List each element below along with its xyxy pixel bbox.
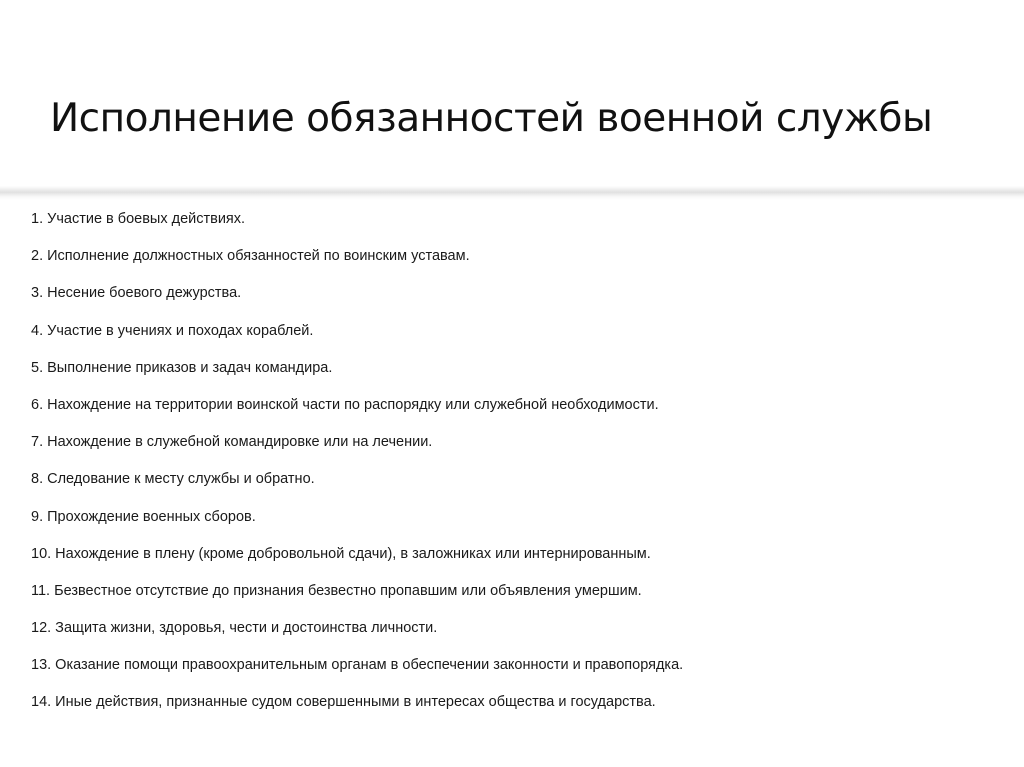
- list-item: 9. Прохождение военных сборов.: [31, 508, 256, 525]
- list-item: 4. Участие в учениях и походах кораблей.: [31, 322, 314, 339]
- list-item: 14. Иные действия, признанные судом совершенными в интересах общества и государства.: [31, 694, 656, 711]
- list-item: 2. Исполнение должностных обязанностей по воинским уставам.: [31, 248, 470, 265]
- list-item: 10. Нахождение в плену (кроме добровольной сдачи), в заложниках или интернированным.: [31, 545, 651, 562]
- list-item: 8. Следование к месту службы и обратно.: [31, 471, 315, 488]
- list-item: 11. Безвестное отсутствие до признания безвестно пропавшим или объявления умершим.: [31, 582, 642, 599]
- duties-list: [31, 209, 683, 730]
- list-item: 7. Нахождение в служебной командировке или на лечении.: [31, 434, 433, 451]
- title-divider: [0, 186, 1024, 200]
- slide-title: Исполнение обязанностей военной службы: [50, 96, 933, 142]
- list-item: 6. Нахождение на территории воинской части по распорядку или служебной необходимости.: [31, 396, 659, 413]
- list-item: 12. Защита жизни, здоровья, чести и достоинства личности.: [31, 620, 438, 637]
- list-item: 5. Выполнение приказов и задач командира.: [31, 359, 333, 376]
- list-item: 1. Участие в боевых действиях.: [31, 211, 246, 227]
- list-item: 3. Несение боевого дежурства.: [31, 285, 242, 302]
- list-item: 13. Оказание помощи правоохранительным органам в обеспечении законности и правопорядка.: [31, 657, 684, 674]
